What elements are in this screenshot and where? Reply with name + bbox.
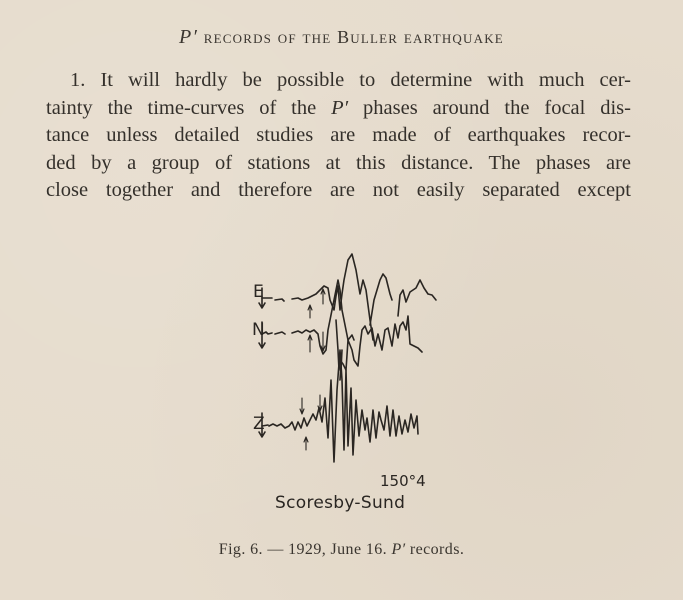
trace-label-z: Z bbox=[253, 414, 265, 434]
trace-label-e: E bbox=[253, 282, 264, 302]
distance-label: 150°4 bbox=[380, 472, 426, 490]
paragraph-line-3: tance unless detailed studies are made of earthquakes recor- bbox=[46, 124, 631, 146]
seismogram-figure bbox=[240, 250, 440, 520]
paragraph-line-1: 1. It will hardly be possible to determine with much cer- bbox=[70, 69, 631, 91]
paragraph-line-2 bbox=[46, 95, 631, 123]
p-prime-inline: P′ bbox=[331, 96, 349, 119]
trace-label-n: N bbox=[252, 320, 265, 340]
caption-suffix: records. bbox=[405, 541, 465, 558]
station-label: Scoresby-Sund bbox=[275, 493, 406, 513]
running-head-text: records of the Buller earthquake bbox=[198, 27, 504, 47]
e-trace bbox=[275, 254, 373, 340]
z-trace bbox=[269, 350, 418, 462]
running-head bbox=[0, 26, 683, 49]
line2-text-b: phases around the focal dis- bbox=[348, 96, 631, 119]
p-prime-symbol: P′ bbox=[179, 26, 199, 48]
e-trace-2 bbox=[370, 274, 392, 325]
figure-caption bbox=[0, 541, 683, 559]
paragraph-line-5: close together and therefore are not easily separated except bbox=[46, 179, 631, 201]
line2-text-a: tainty the time-curves of the bbox=[46, 96, 332, 119]
body-paragraph bbox=[46, 67, 631, 205]
n-trace bbox=[275, 280, 422, 366]
caption-p-prime: P′ bbox=[391, 541, 406, 558]
paragraph-line-4: ded by a group of stations at this distance. The phases are bbox=[46, 151, 631, 174]
caption-prefix: Fig. 6. — 1929, June 16. bbox=[218, 541, 392, 558]
e-trace-3 bbox=[398, 280, 436, 316]
